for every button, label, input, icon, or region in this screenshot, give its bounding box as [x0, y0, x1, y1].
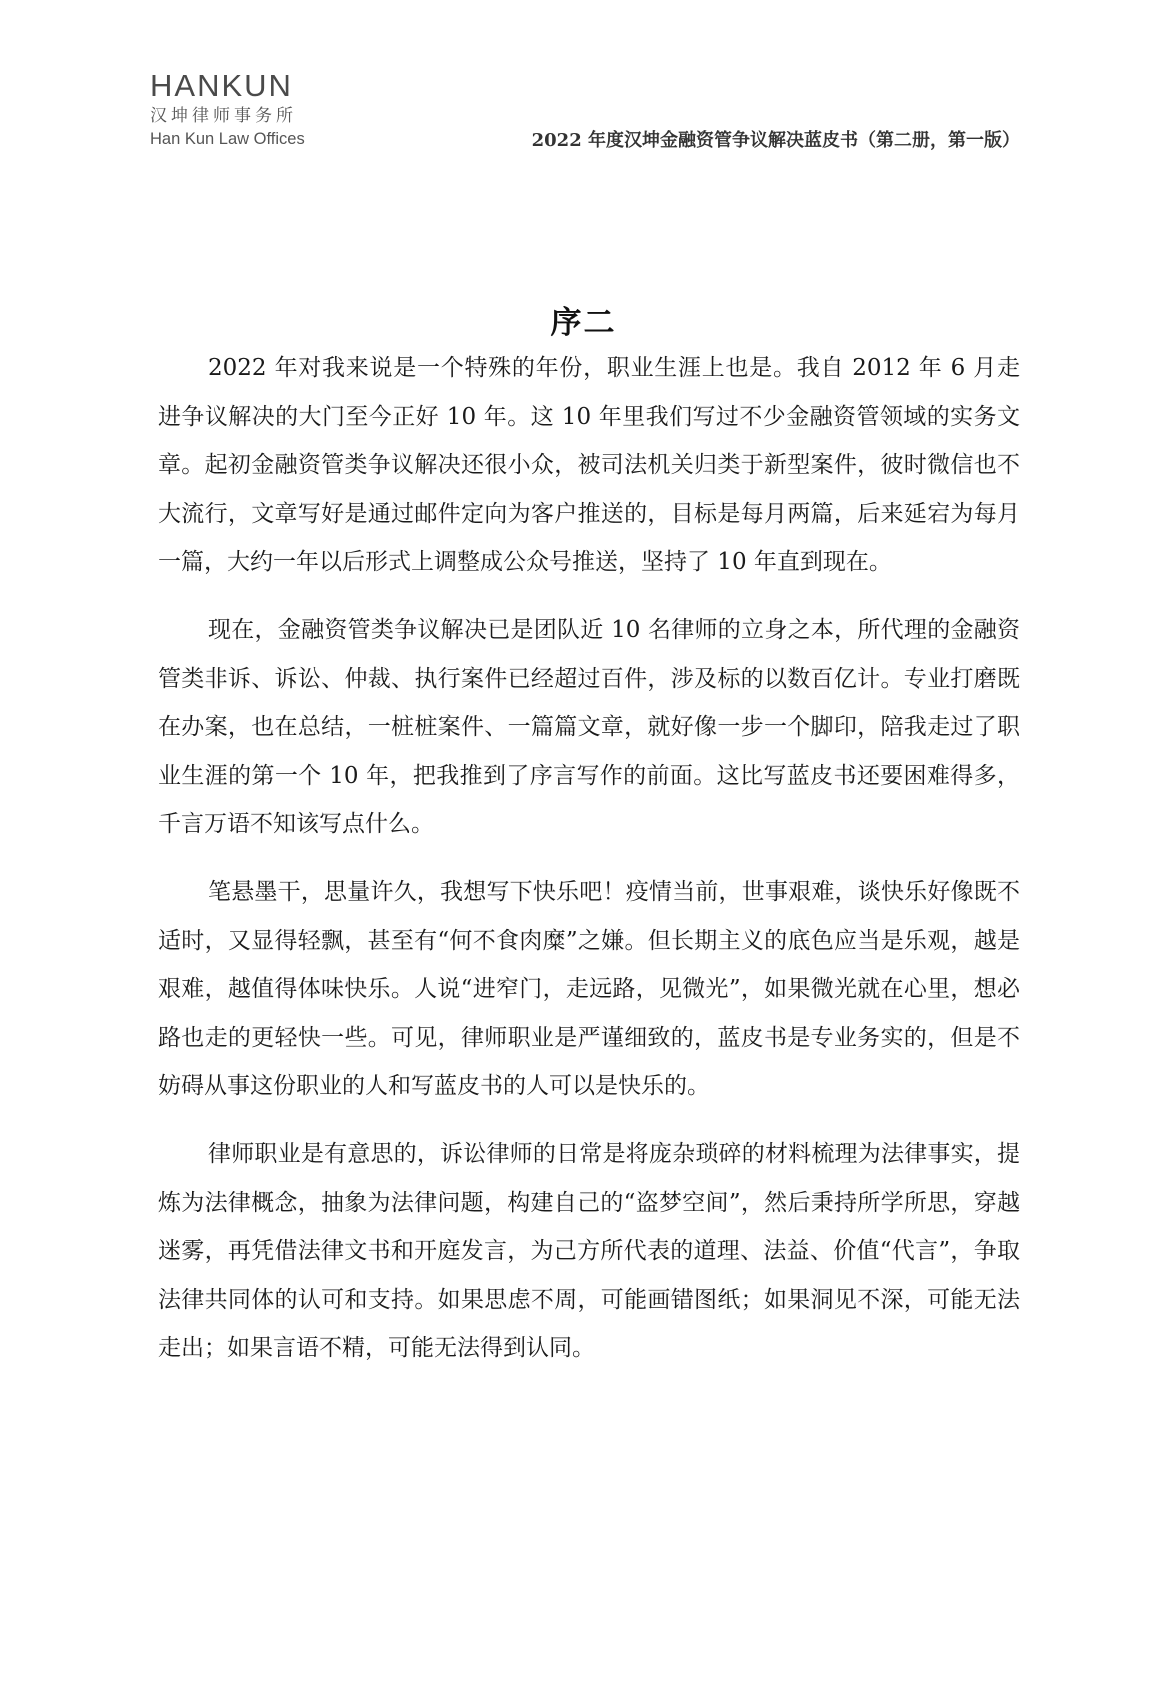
paragraph: 律师职业是有意思的，诉讼律师的日常是将庞杂琐碎的材料梳理为法律事实，提炼为法律概念，抽象为法律问题，构建自己的“盗梦空间”，然后秉持所学所思，穿越迷雾，再凭借法律文书和开庭发言，为己方所代表的道理、法益、价值“代言”，争取法律共同体的认可和支持。如果思虑不周，可能画错图纸；如果洞见不深，可能无法走出；如果言语不精，可能无法得到认同。 — [158, 1140, 1020, 1362]
paragraph: 现在，金融资管类争议解决已是团队近 10 名律师的立身之本，所代理的金融资管类非诉、诉讼、仲裁、执行案件已经超过百件，涉及标的以数百亿计。专业打磨既在办案，也在总结，一桩桩案件、一篇篇文章，就好像一步一个脚印，陪我走过了职业生涯的第一个 10 年，把我推到了序言写作的前面。这比写蓝皮书还要困难得多，千言万语不知该写点什么。 — [158, 616, 1020, 838]
logo-english-name: Han Kun Law Offices — [150, 130, 305, 148]
firm-logo — [150, 70, 350, 150]
paragraph: 2022 年对我来说是一个特殊的年份，职业生涯上也是。我自 2012 年 6 月走进争议解决的大门至今正好 10 年。这 10 年里我们写过不少金融资管领域的实务文章。起初金融资管类争议解决还很小众，被司法机关归类于新型案件，彼时微信也不大流行，文章写好是通过邮件定向为客户推送的，目标是每月两篇，后来延宕为每月一篇，大约一年以后形式上调整成公众号推送，坚持了 10 年直到现在。 — [158, 355, 1020, 576]
logo-chinese-name: 汉坤律师事务所 — [150, 106, 297, 126]
logo-wordmark: HANKUN — [150, 68, 293, 103]
running-header-title: 2022 年度汉坤金融资管争议解决蓝皮书（第二册，第一版） — [531, 130, 1020, 151]
paragraph: 笔悬墨干，思量许久，我想写下快乐吧！疫情当前，世事艰难，谈快乐好像既不适时，又显得轻飘，甚至有“何不食肉糜”之嫌。但长期主义的底色应当是乐观，越是艰难，越值得体味快乐。人说“进窄门，走远路，见微光”，如果微光就在心里，想必路也走的更轻快一些。可见，律师职业是严谨细致的，蓝皮书是专业务实的，但是不妨碍从事这份职业的人和写蓝皮书的人可以是快乐的。 — [158, 878, 1020, 1100]
page-title: 序二 — [550, 304, 617, 341]
body-text — [158, 344, 1020, 1392]
